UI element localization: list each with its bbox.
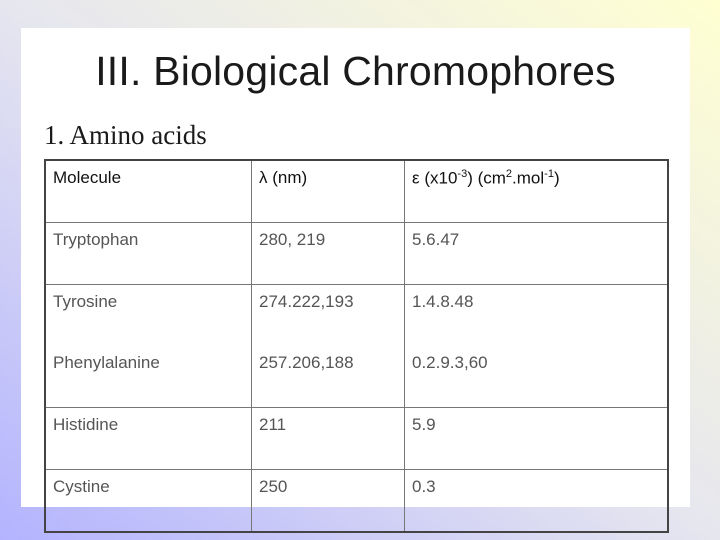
epsilon-symbol: ε	[412, 168, 420, 188]
cell-epsilon: 0.2.9.3,60	[405, 346, 669, 408]
cell-molecule: Tryptophan	[45, 223, 252, 285]
cell-lambda: 257.206,188	[252, 346, 405, 408]
header-molecule: Molecule	[45, 160, 252, 223]
epsilon-exp1: -3	[457, 168, 468, 180]
epsilon-exp3: -1	[544, 168, 554, 180]
epsilon-exp2: 2	[505, 168, 513, 180]
table-header-row	[45, 160, 668, 223]
cell-lambda: 250	[252, 470, 405, 533]
lambda-unit: (nm)	[272, 168, 308, 187]
table-row	[45, 408, 668, 470]
cell-epsilon: 5.9	[405, 408, 669, 470]
slide	[21, 28, 690, 507]
epsilon-post: )	[553, 168, 560, 188]
header-epsilon	[405, 160, 669, 223]
header-lambda	[252, 160, 405, 223]
section-heading: 1. Amino acids	[44, 120, 207, 150]
amino-acid-table	[44, 159, 669, 533]
table-row	[45, 470, 668, 533]
table-row	[45, 346, 668, 408]
cell-molecule: Phenylalanine	[45, 346, 252, 408]
table-row	[45, 223, 668, 285]
cell-epsilon: 0.3	[405, 470, 669, 533]
cell-epsilon: 5.6.47	[405, 223, 669, 285]
lambda-symbol: λ	[259, 168, 268, 187]
epsilon-mid2: .mol	[512, 168, 545, 188]
cell-molecule: Cystine	[45, 470, 252, 533]
slide-title: III. Biological Chromophores	[95, 48, 616, 94]
cell-lambda: 274.222,193	[252, 285, 405, 347]
cell-molecule: Histidine	[45, 408, 252, 470]
epsilon-pre: (x10	[424, 168, 458, 188]
cell-lambda: 211	[252, 408, 405, 470]
cell-molecule: Tyrosine	[45, 285, 252, 347]
cell-epsilon: 1.4.8.48	[405, 285, 669, 347]
epsilon-mid: ) (cm	[467, 168, 506, 188]
table-row	[45, 285, 668, 347]
cell-lambda: 280, 219	[252, 223, 405, 285]
